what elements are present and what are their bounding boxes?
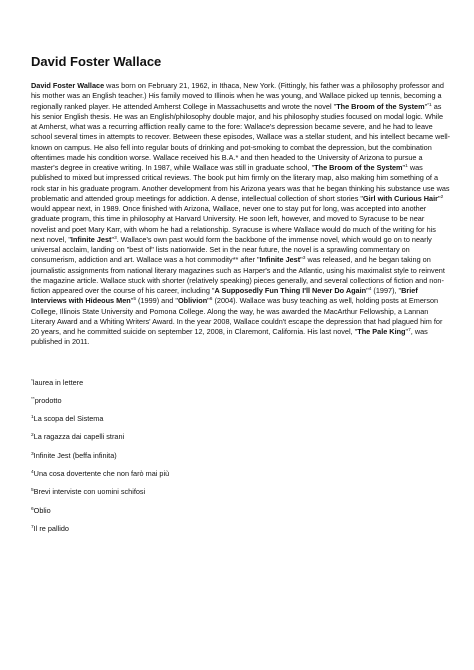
footnote-text: La scopa del Sistema — [33, 414, 104, 424]
footnote-text: prodotto — [34, 395, 62, 405]
bold-title-run: A Supposedly Fun Thing I'll Never Do Again — [214, 286, 367, 295]
bold-title-run: David Foster Wallace — [31, 81, 105, 90]
text-run: (1997), " — [371, 286, 402, 295]
text-run: " — [366, 286, 369, 295]
footnote-text: Infinite Jest (beffa infinita) — [33, 450, 117, 460]
footnote-marker: 3 — [31, 451, 34, 457]
text-run: " — [402, 163, 406, 172]
biography-paragraph — [31, 81, 451, 348]
footnote-ref: 6 — [209, 297, 213, 303]
footnote-marker: 4 — [31, 469, 34, 475]
text-run: . Wallace's own past would form the backbone of the immense novel, which would go on to nearly universal acclaim, landing on "best of" lists nationwide. Set in the near future, the novel is a sprawling commentary on consumerism, addiction and art. Wallace was a hot commodity** after " — [31, 234, 432, 265]
text-run: " — [130, 296, 134, 306]
text-run: was born on February 21, 1962, in Ithaca, New York. (Fittingly, his father was a philosophy professor and his mother was an English teacher.) His family moved to Illinois when he was young, and Wallace picked up tennis, becoming a regionally ranked player. He attended Amherst College in Massachusetts and wrote the novel " — [31, 81, 444, 111]
text-run: " — [437, 193, 441, 203]
bold-title-run: Oblivion — [177, 296, 208, 306]
text-run: was published to mixed but impressed critical reviews. The book put him firmly on the literary map, also making him something of a rock star in his graduate program. Another development from his Arizona years was that he began thinking his substance use was problematic and attended group meetings for addiction. A dense, intellectual collection of short stories " — [31, 163, 450, 203]
text-run: " — [111, 234, 115, 244]
document-title: David Foster Wallace — [31, 54, 162, 69]
bold-title-run: Infinite Jest — [70, 234, 112, 244]
footnote-marker: 2 — [31, 433, 34, 439]
footnote-marker: ** — [31, 396, 35, 402]
text-run: " — [207, 296, 210, 306]
bold-title-run: Girl with Curious Hair — [362, 193, 438, 203]
bold-title-run: The Pale King — [357, 327, 406, 336]
footnote-ref: 5 — [133, 297, 137, 303]
footnote-ref: 7 — [408, 328, 411, 333]
footnote-text: Brevi interviste con uomini schifosi — [33, 487, 146, 497]
footnote-marker: 5 — [31, 488, 34, 494]
footnotes-list — [31, 378, 451, 543]
text-run: " — [405, 327, 409, 336]
footnote-item — [31, 487, 451, 505]
footnote-text: Oblio — [33, 505, 51, 515]
bold-title-run: The Broom of the System — [314, 163, 403, 172]
text-run: " — [300, 255, 303, 265]
footnote-item — [31, 432, 451, 450]
footnote-ref: 3 — [302, 256, 306, 262]
footnote-marker: * — [31, 378, 33, 384]
bold-title-run: Brief Interviews with Hideous Men — [31, 286, 418, 306]
footnote-marker: 1 — [31, 415, 34, 421]
footnote-ref: 2 — [440, 194, 444, 200]
footnote-marker: 6 — [31, 506, 34, 512]
footnote-ref: 4 — [368, 287, 372, 292]
footnote-text: Una cosa dovertente che non farò mai più — [33, 468, 170, 478]
text-run: would appear next, in 1989. Once finished with Arizona, Wallace, never one to stay put for long, was accepted into another graduate program, this time in philosophy at Harvard University. He soon left, however, and moved to Syracuse to be near novelist and poet Mary Karr, with whom he had a relationship. Syracuse is where Wallace would do much of the writing for his next novel, " — [31, 204, 436, 244]
text-run: as his senior English thesis. He was an English/philosophy double major, and his philosophy studies focused on modal logic. While at Amherst, what was a recurring affliction really came to the fore: Wallace's depression became severe, and he had to leave school several times in attempts to recover. Between these episodes, Wallace was a stellar student, and his intellect became well-known on campus. He also fell into regular bouts of drinking and pot-smoking to combat the depression, but the combination oftentimes made his condition worse. Wallace received his B.A.* and then headed to the University of Arizona to pursue a master's degree in creative writing. In 1987, while Wallace was still in graduate school, " — [31, 101, 451, 172]
bold-title-run: Infinite Jest — [259, 255, 301, 265]
footnote-ref: 1 — [405, 164, 408, 169]
footnote-text: La ragazza dai capelli strani — [33, 432, 125, 442]
text-run: , was published in 2011. — [31, 327, 428, 347]
document-page — [31, 54, 451, 542]
text-run: (2004). Wallace was busy teaching as well, holding posts at Emerson College, Illinois State University and Pomona College. Along the way, he was awarded the MacArthur Fellowship, a Lannan Literary Award and a Whiting Writers' Award. In the year 2008, Wallace couldn't escape the depression that had plagued him for 20 years, and he committed suicide on september 12, 2008, in Claremont, California. His last novel, " — [31, 296, 443, 336]
footnote-item — [31, 451, 451, 469]
footnote-item — [31, 378, 451, 396]
footnote-ref: *1 — [427, 102, 432, 108]
footnote-item — [31, 524, 451, 542]
footnote-text: Il re pallido — [33, 523, 69, 533]
footnote-item — [31, 414, 451, 432]
text-run: was released, and he began taking on journalistic assignments from national literary magazines such as Harper's and the Atlantic, using his maximalist style to reinvent the magazine article. Wallace stuck with shorter (relatively speaking) pieces generally, and several collections of fiction and non-fiction appeared over the course of his career, including " — [31, 255, 445, 295]
bold-title-run: The Broom of the System — [336, 101, 425, 111]
footnote-item — [31, 469, 451, 487]
footnote-text: laurea in lettere — [32, 377, 84, 387]
text-run: " — [424, 101, 428, 111]
text-run: (1999) and " — [136, 296, 178, 306]
footnote-item — [31, 396, 451, 414]
footnote-item — [31, 506, 451, 524]
footnote-ref: 3 — [114, 235, 117, 241]
footnote-marker: 7 — [31, 524, 34, 530]
